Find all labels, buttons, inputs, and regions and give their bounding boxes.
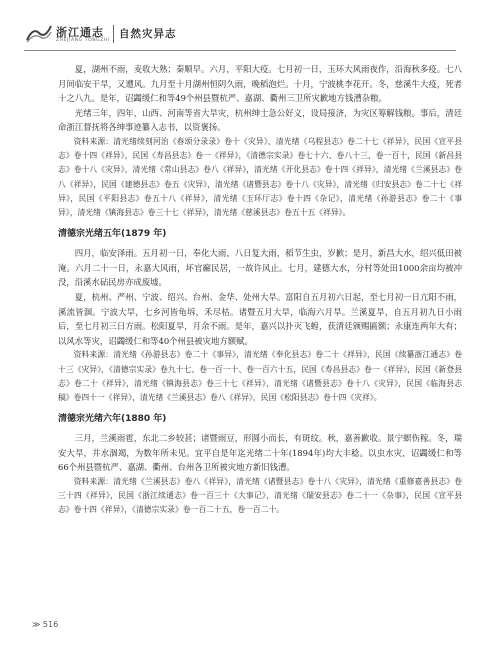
- page-content: [58, 62, 462, 518]
- paragraph: 三月，兰溪雨雹，东北二乡较甚；诸暨雨豆，形圆小而长，有斑纹。秋，嘉善歉收。景宁螟伤稼。冬，瑞安大旱，井水涸竭，为数年所未见。宜平自是年迄光绪二十年(1894年)均大丰稔。以虫水灾，诏蠲缓仁和等66个州县暨杭严、嘉湖、衢州、台州各卫所被灾地方新旧钱漕。: [58, 433, 462, 473]
- source-note: 资料来源：清光绪《兰溪县志》卷八《祥异》，清光绪《诸暨县志》卷十八《灾异》，清光绪《重修嘉善县志》卷三十四《祥异》，民国《浙江续通志》卷一百三十《大事记》，清光绪《瑞安县志》卷二十一《杂事》，民国《宣平县志》卷十四《祥异》，《清德宗实录》卷一百二十五，卷一百二十。: [58, 476, 462, 515]
- logo-text: 浙江通志: [56, 26, 104, 39]
- section-title: 自然灾异志: [119, 28, 177, 40]
- paragraph: 光绪三年，四年，山西、河南等省大旱灾，杭州绅士急公好义，设局接济，为灾区筹解钱粮。事后，清廷命浙江督抚将各绅事迹纂入志书，以资褒扬。: [58, 107, 462, 133]
- page-marker-icon: ≫: [32, 620, 41, 629]
- header-rule: [24, 50, 456, 51]
- source-note: 资料来源：清光绪续刻河治《春颂分录录》卷十《灾异》，清光绪《乌程县志》卷二十七《祥异》，民国《宣平县志》卷十四《祥异》，民国《寿昌县志》卷一《祥异》，《清德宗实录》卷七十六、卷八十三、卷一百十，民国《新昌县志》卷十八《灾异》，清光绪《常山县志》卷八《祥异》，清光绪《开化县志》卷十四《祥异》，清光绪《兰溪县志》卷八《祥异》，民国《建德县志》卷五《灾异》，清光绪《诸暨县志》卷十八《灾异》，清光绪《归安县志》卷二十七《祥异》，民国《平阳县志》卷五十八《祥异》，清光绪《玉环厅志》卷十四《杂记》，清光绪《孙游县志》卷二十《事异》，清光绪《镇海县志》卷三十七《祥异》，清光绪《慈溪县志》卷五十五《祥异》。: [58, 136, 462, 217]
- paragraph: 夏，杭州、严州、宁波、绍兴、台州、金华、处州大旱。富阳自五月初六日起，至七月初一日亢阳不雨，溪流皆涸。宁波大旱，七乡河皆龟坼，禾尽枯。诸暨五月大旱，临海六月旱。兰溪夏旱，自五月初九日小雨后，至七月初三日方雨。松阳夏旱，月余不雨。是年，嘉兴以扑灭飞蝗，获清廷颁赐匾额；永康连两年大有；以风水等灾，诏蠲缓仁和等40个州县被灾地方额赋。: [58, 291, 462, 346]
- logo-subtitle: ZHEJIANG TONGZHI: [56, 38, 110, 43]
- paragraph: 夏，湖州不雨，麦收大熟；秦顺早。六月，平阳大疫。七月初一日，玉环大风雨夜作，沿海秋多疫。七八月间临安干旱，又遭风。九月至十月湖州恒阴久雨，晚稻泡烂。十月，宁波桃李花开。冬，慈溪牛大疫，死者十之八九。是年，诏蠲缓仁和等49个州县暨杭严、嘉湖、衢州三卫所灾歉地方钱漕杂粮。: [58, 64, 462, 104]
- logo-mark-icon: [26, 23, 52, 43]
- year-heading: 清德宗光绪六年(1880 年): [58, 414, 167, 425]
- page-footer: [32, 620, 58, 629]
- paragraph: 四月，临安泽雨。五月初一日，奉化大雨，八日复大雨，稻节生虫，岁歉；是月，新昌大水，绍兴低田被淹。六月二十一日，永嘉大风雨，坏官廨民居，一故许风止。七月，建德大水，分村等处田1000余亩均被冲没，沿溪水砧民房亦成废墟。: [58, 248, 462, 288]
- year-heading: 清德宗光绪五年(1879 年): [58, 229, 167, 240]
- page-header: [0, 0, 480, 62]
- source-note: 资料来源：清光绪《孙游县志》卷二十《事异》，清光绪《奉化县志》卷二十《祥异》，民国《续纂浙江通志》卷十三《灾异》，《清德宗实录》卷九十七、卷一百一十、卷一百六十五，民国《寿昌县志》卷一《祥异》，民国《新登县志》卷二十《祥异》，清光绪《镇海县志》卷三十七《祥异》，清光绪《诸暨县志》卷十八《灾异》，民国《临海县志稿》卷四十一《祥异》，清光绪《兰溪县志》卷八《祥异》，民国《松阳县志》卷十四《灾祥》。: [58, 350, 462, 402]
- page-number: 516: [42, 620, 59, 629]
- header-divider: [113, 25, 114, 43]
